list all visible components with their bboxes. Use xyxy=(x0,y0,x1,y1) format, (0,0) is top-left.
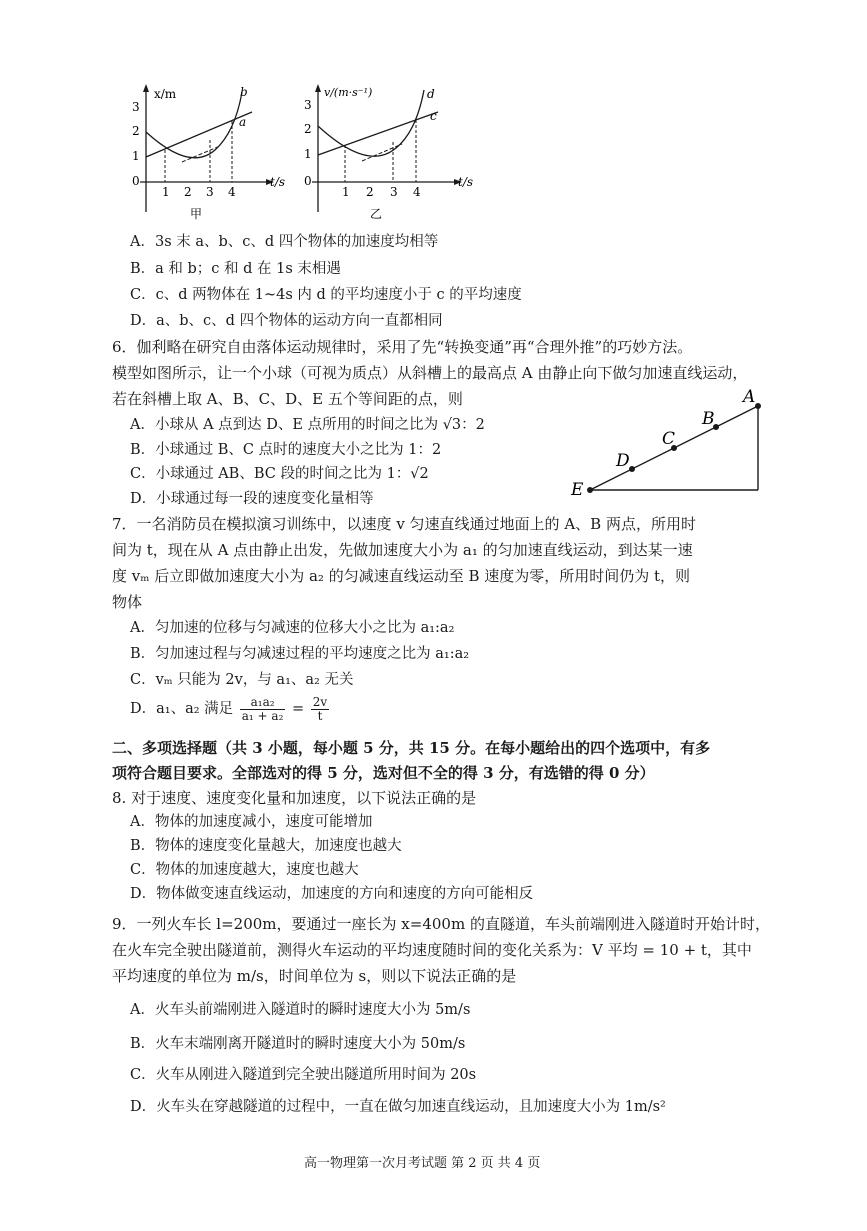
label-a: A xyxy=(743,387,756,407)
fraction-2-numerator: 2v xyxy=(312,694,328,709)
q9-option-b: B．火车末端刚离开隧道时的瞬时速度大小为 50m/s xyxy=(130,1036,466,1052)
q8-stem: 8. 对于速度、速度变化量和加速度，以下说法正确的是 xyxy=(112,789,477,807)
q7-option-d-fraction-1 xyxy=(240,696,286,723)
label-e: E xyxy=(571,480,584,499)
y-axis-label: v/(m·s⁻¹) xyxy=(324,86,373,99)
tangent-dash xyxy=(182,146,220,162)
section-2-heading-line-2: 项符合题目要求。全部选对的得 5 分，选对但不全的得 3 分，有选错的得 0 分） xyxy=(112,764,655,782)
x-tick-1: 1 xyxy=(162,185,170,199)
y-tick-3: 3 xyxy=(132,100,140,114)
label-c: C xyxy=(662,429,676,449)
curve-label-b: b xyxy=(240,85,248,99)
q7-option-d-equals: = xyxy=(292,701,305,717)
y-tick-0: 0 xyxy=(304,174,312,188)
point-e xyxy=(587,487,593,493)
q9-stem-line-2: 在火车完全驶出隧道前，测得火车运动的平均速度随时间的变化关系为：V 平均 = 10 + t，其中 xyxy=(112,941,752,959)
q8-option-c: C．物体的加速度越大，速度也越大 xyxy=(130,862,359,878)
graph-jia xyxy=(120,82,300,232)
section-2-heading-line-1: 二、多项选择题（共 3 小题，每小题 5 分，共 15 分。在每小题给出的四个选项中，有多 xyxy=(112,739,711,757)
q7-option-d-fraction-2 xyxy=(311,696,329,723)
y-axis-arrow xyxy=(143,84,149,92)
curve-label-a: a xyxy=(239,115,247,129)
q7-stem-line-3: 度 vₘ 后立即做加速度大小为 a₂ 的匀减速直线运动至 B 速度为零，所用时间仍为 t，则 xyxy=(112,567,691,585)
fraction-1-numerator: a₁a₂ xyxy=(240,696,286,710)
y-tick-2: 2 xyxy=(304,122,312,136)
x-tick-4: 4 xyxy=(228,185,236,199)
page-footer: 高一物理第一次月考试题 第 2 页 共 4 页 xyxy=(304,1156,541,1171)
line-c xyxy=(318,112,438,155)
q7-stem-line-2: 间为 t，现在从 A 点由静止出发，先做加速度大小为 a₁ 的匀加速直线运动，到达某一速 xyxy=(112,541,693,559)
y-tick-0: 0 xyxy=(132,174,140,188)
x-tick-3: 3 xyxy=(206,185,214,199)
y-tick-1: 1 xyxy=(304,147,312,161)
line-a xyxy=(146,112,252,157)
curve-label-d: d xyxy=(427,87,435,101)
q7-option-d-prefix: D．a₁、a₂ 满足 xyxy=(130,701,234,717)
y-tick-3: 3 xyxy=(304,98,312,112)
q9-stem-line-1: 9．一列火车长 l=200m，要通过一座长为 x=400m 的直隧道，车头前端刚进入隧道时开始计时， xyxy=(112,915,770,933)
q7-option-b: B．匀加速过程与匀减速过程的平均速度之比为 a₁:a₂ xyxy=(130,646,470,662)
q7-option-d xyxy=(130,692,331,726)
q8-option-a: A．物体的加速度减小，速度可能增加 xyxy=(130,814,373,830)
label-b: B xyxy=(702,409,715,429)
q9-option-c: C．火车从刚进入隧道到完全驶出隧道所用时间为 20s xyxy=(130,1067,477,1083)
x-axis-label: t/s xyxy=(458,175,474,189)
q6-stem-line-3: 若在斜槽上取 A、B、C、D、E 五个等间距的点，则 xyxy=(112,390,463,408)
q8-option-b: B．物体的速度变化量越大，加速度也越大 xyxy=(130,838,402,854)
q7-option-a: A．匀加速的位移与匀减速的位移大小之比为 a₁:a₂ xyxy=(130,620,455,636)
graph-caption: 甲 xyxy=(190,207,203,221)
q7-stem-line-1: 7．一名消防员在模拟演习训练中，以速度 v 匀速直线通过地面上的 A、B 两点，所用时 xyxy=(112,515,696,533)
x-tick-4: 4 xyxy=(413,185,421,199)
q6-option-c: C．小球通过 AB、BC 段的时间之比为 1：√2 xyxy=(130,466,429,482)
fraction-2-denominator: t xyxy=(317,708,323,723)
x-axis-label: t/s xyxy=(270,175,286,189)
graph-caption: 乙 xyxy=(370,207,383,221)
q5-option-a: A．3s 末 a、b、c、d 四个物体的加速度均相等 xyxy=(130,234,439,250)
q7-stem-line-4: 物体 xyxy=(112,593,143,611)
q7-option-c: C．vₘ 只能为 2v，与 a₁、a₂ 无关 xyxy=(130,672,354,688)
q9-stem-line-3: 平均速度的单位为 m/s，时间单位为 s，则以下说法正确的是 xyxy=(112,967,517,985)
q9-option-d: D．火车头在穿越隧道的过程中，一直在做匀加速直线运动，且加速度大小为 1m/s² xyxy=(130,1099,666,1115)
x-tick-1: 1 xyxy=(342,185,350,199)
q6-stem-line-1: 6．伽利略在研究自由落体运动规律时，采用了先“转换变通”再“合理外推”的巧妙方法。 xyxy=(112,338,693,356)
q6-option-b: B．小球通过 B、C 点时的速度大小之比为 1：2 xyxy=(130,442,442,458)
y-tick-1: 1 xyxy=(132,149,140,163)
point-d xyxy=(629,466,635,472)
graph-yi xyxy=(298,82,488,232)
q8-option-d: D．物体做变速直线运动，加速度的方向和速度的方向可能相反 xyxy=(130,886,534,902)
fraction-1-denominator: a₁ + a₂ xyxy=(241,708,284,723)
y-tick-2: 2 xyxy=(132,124,140,138)
curve-label-c: c xyxy=(430,109,437,123)
x-tick-2: 2 xyxy=(366,185,374,199)
curve-b xyxy=(146,92,242,158)
q6-option-a: A．小球从 A 点到达 D、E 点所用的时间之比为 √3：2 xyxy=(130,417,485,433)
q6-option-d: D．小球通过每一段的速度变化量相等 xyxy=(130,491,374,507)
x-tick-3: 3 xyxy=(390,185,398,199)
q5-option-c: C．c、d 两物体在 1~4s 内 d 的平均速度小于 c 的平均速度 xyxy=(130,287,522,303)
y-axis-arrow xyxy=(315,84,321,92)
q5-option-d: D．a、b、c、d 四个物体的运动方向一直都相同 xyxy=(130,313,443,329)
y-axis-label: x/m xyxy=(154,87,177,101)
label-d: D xyxy=(616,451,630,471)
q9-option-a: A．火车头前端刚进入隧道时的瞬时速度大小为 5m/s xyxy=(130,1002,471,1018)
x-tick-2: 2 xyxy=(184,185,192,199)
incline-diagram xyxy=(566,384,766,499)
q6-stem-line-2: 模型如图所示，让一个小球（可视为质点）从斜槽上的最高点 A 由静止向下做匀加速直线运动， xyxy=(112,364,748,382)
point-a xyxy=(755,403,761,409)
tangent-dash xyxy=(362,144,402,161)
q5-option-b: B．a 和 b；c 和 d 在 1s 末相遇 xyxy=(130,261,341,277)
